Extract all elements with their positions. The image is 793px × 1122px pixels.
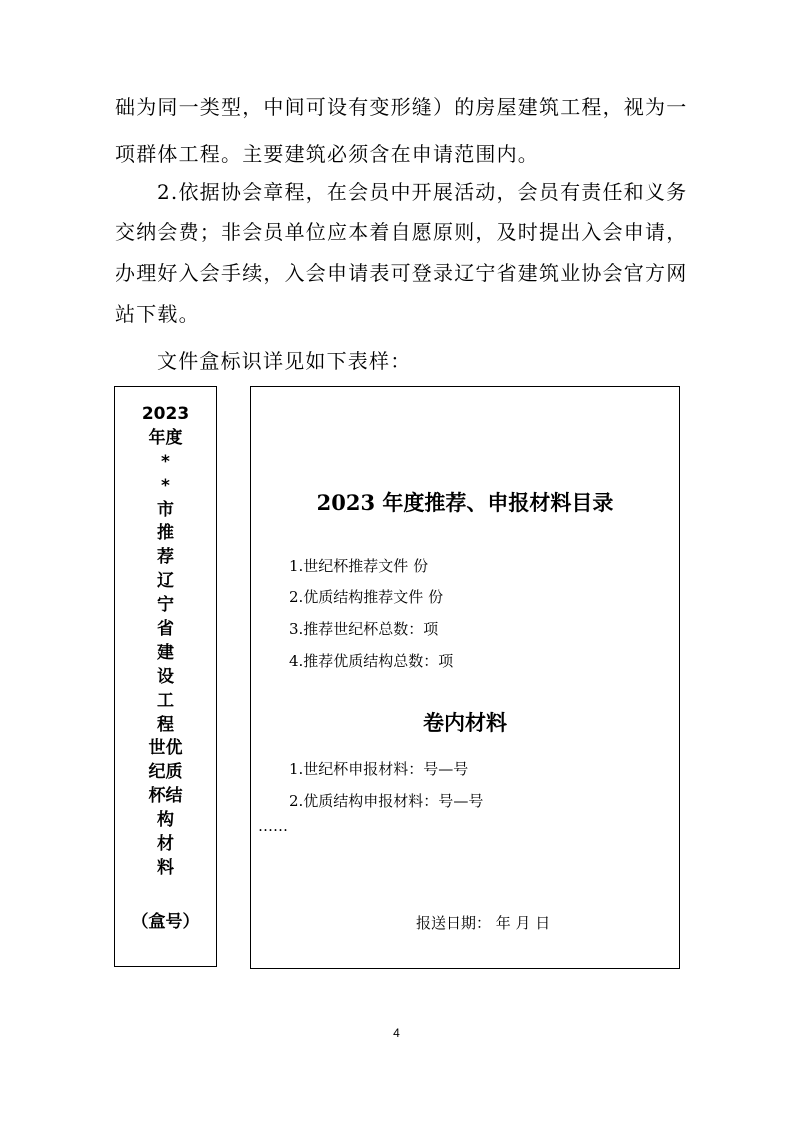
paragraph-line: 站下载。 <box>115 302 200 326</box>
spine-line: * <box>161 475 170 496</box>
paragraph-line: 2.依据协会章程，在会员中开展活动，会员有责任和义务 <box>157 180 688 204</box>
paragraph-line: 办理好入会手续，入会申请表可登录辽宁省建筑业协会官方网 <box>115 261 688 285</box>
box-number-label: （盒号） <box>131 912 200 932</box>
catalog-item: 3.推荐世纪杯总数：项 <box>289 620 439 638</box>
spine-line: 辽 <box>157 571 174 592</box>
paragraph-line: 础为同一类型，中间可设有变形缝）的房屋建筑工程，视为一 <box>115 95 688 119</box>
contents-item: 2.优质结构申报材料：号—号 <box>289 792 484 810</box>
contents-subtitle: 卷内材料 <box>423 710 507 735</box>
paragraph-line: 项群体工程。主要建筑必须含在申请范围内。 <box>115 142 539 166</box>
spine-line: * <box>161 451 170 472</box>
spine-line: 料 <box>157 857 174 878</box>
spine-text <box>115 403 216 881</box>
contents-item: 1.世纪杯申报材料：号—号 <box>289 760 469 778</box>
spine-line: 荐 <box>157 547 174 568</box>
spine-line: 市 <box>157 499 174 520</box>
catalog-title: 2023 年度推荐、申报材料目录 <box>316 490 614 515</box>
paragraph-line: 交纳会费；非会员单位应本着自愿原则，及时提出入会申请， <box>115 220 688 244</box>
file-box-spine-label <box>114 386 217 967</box>
spine-line: 工 <box>157 690 174 711</box>
spine-line: 年度 <box>148 427 183 448</box>
page-number: 4 <box>393 1026 400 1040</box>
paragraph-line: 文件盒标识详见如下表样： <box>157 349 412 373</box>
spine-line: 推 <box>157 523 174 544</box>
spine-line: 省 <box>157 619 174 640</box>
spine-line: 建 <box>157 642 174 663</box>
ellipsis: …… <box>258 817 288 835</box>
spine-line: 构 <box>157 810 174 831</box>
catalog-item: 1.世纪杯推荐文件 份 <box>289 557 429 575</box>
spine-line: 杯结 <box>148 786 183 807</box>
spine-line: 宁 <box>157 595 174 616</box>
spine-line: 设 <box>157 666 174 687</box>
catalog-item: 4.推荐优质结构总数：项 <box>289 652 454 670</box>
file-box-front-label <box>250 386 680 969</box>
spine-line: 材 <box>157 834 174 855</box>
catalog-item: 2.优质结构推荐文件 份 <box>289 588 444 606</box>
spine-line: 世优 <box>148 738 183 759</box>
spine-line: 2023 <box>141 404 190 424</box>
submission-date: 报送日期： 年 月 日 <box>416 914 551 932</box>
spine-line: 程 <box>157 714 174 735</box>
spine-line: 纪质 <box>148 762 183 783</box>
